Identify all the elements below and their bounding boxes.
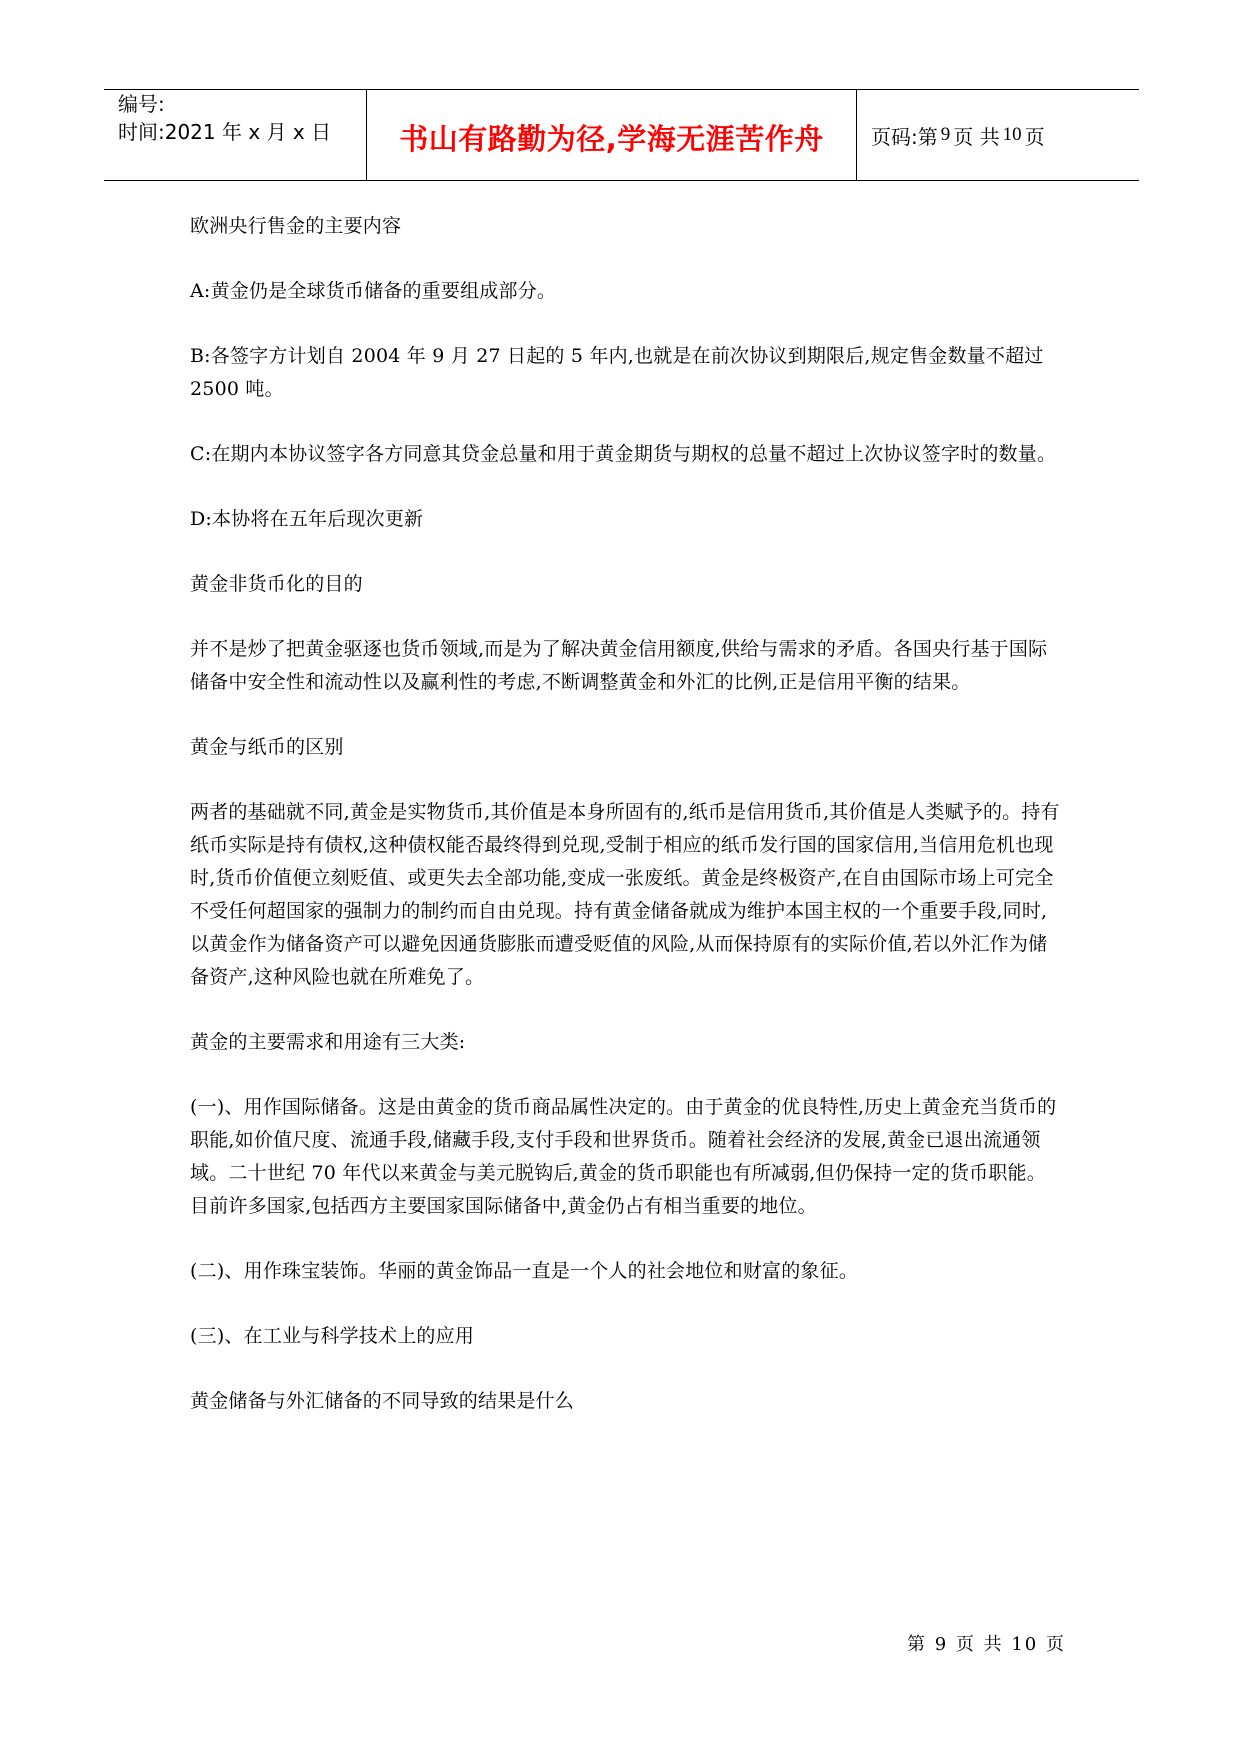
section-heading: 黄金非货币化的目的 xyxy=(190,573,363,595)
page-header xyxy=(104,89,1139,181)
paragraph: 并不是炒了把黄金驱逐也货币领域,而是为了解决黄金信用额度,供给与需求的矛盾。各国央行基于国际储备中安全性和流动性以及赢利性的考虑,不断调整黄金和外汇的比例,正是信用平衡的结果。 xyxy=(190,638,1048,693)
page-total: 10 xyxy=(1002,124,1022,145)
paragraph: C:在期内本协议签字各方同意其贷金总量和用于黄金期货与期权的总量不超过上次协议签字时的数量。 xyxy=(190,443,1057,465)
paragraph: D:本协将在五年后现次更新 xyxy=(190,508,424,530)
page-current: 9 xyxy=(940,124,951,145)
document-number-label: 编号: xyxy=(118,92,165,116)
page-label-mid: 页 共 xyxy=(953,124,1000,149)
paragraph: 两者的基础就不同,黄金是实物货币,其价值是本身所固有的,纸币是信用货币,其价值是人类赋予的。持有纸币实际是持有债权,这种债权能否最终得到兑现,受制于相应的纸币发行国的国家信用,当信用危机也现时,货币价值便立刻贬值、或更失去全部功能,变成一张废纸。黄金是终极资产,在自由国际市场上可完全不受任何超国家的强制力的制约而自由兑现。持有黄金储备就成为维护本国主权的一个重要手段,同时,以黄金作为储备资产可以避免因通货膨胀而遭受贬值的风险,从而保持原有的实际价值,若以外汇作为储备资产,这种风险也就在所难免了。 xyxy=(190,801,1060,988)
paragraph: A:黄金仍是全球货币储备的重要组成部分。 xyxy=(190,280,557,302)
section-heading: 欧洲央行售金的主要内容 xyxy=(190,215,402,237)
header-page-cell xyxy=(857,90,1139,180)
document-time-label: 时间:2021 年 x 月 x 日 xyxy=(118,120,332,144)
page-label-prefix: 页码:第 xyxy=(871,124,938,149)
page-label-suffix: 页 xyxy=(1024,124,1045,149)
motto-text: 书山有路勤为径,学海无涯苦作舟 xyxy=(399,121,824,156)
header-motto-cell xyxy=(367,90,857,180)
paragraph: B:各签字方计划自 2004 年 9 月 27 日起的 5 年内,也就是在前次协议到期限后,规定售金数量不超过 2500 吨。 xyxy=(190,345,1044,400)
section-heading: 黄金储备与外汇储备的不同导致的结果是什么 xyxy=(190,1390,575,1412)
document-body xyxy=(190,210,1060,1450)
paragraph: (二)、用作珠宝装饰。华丽的黄金饰品一直是一个人的社会地位和财富的象征。 xyxy=(190,1260,859,1282)
page-footer: 第 9 页 共 10 页 xyxy=(907,1634,1066,1655)
paragraph: (一)、用作国际储备。这是由黄金的货币商品属性决定的。由于黄金的优良特性,历史上黄金充当货币的职能,如价值尺度、流通手段,储藏手段,支付手段和世界货币。随着社会经济的发展,黄金已退出流通领域。二十世纪 70 年代以来黄金与美元脱钩后,黄金的货币职能也有所减弱,但仍保持一定的货币职能。目前许多国家,包括西方主要国家国际储备中,黄金仍占有相当重要的地位。 xyxy=(190,1096,1057,1217)
section-heading: 黄金与纸币的区别 xyxy=(190,736,344,758)
paragraph: (三)、在工业与科学技术上的应用 xyxy=(190,1325,475,1347)
header-info-cell xyxy=(104,90,367,180)
section-heading: 黄金的主要需求和用途有三大类: xyxy=(190,1031,466,1053)
